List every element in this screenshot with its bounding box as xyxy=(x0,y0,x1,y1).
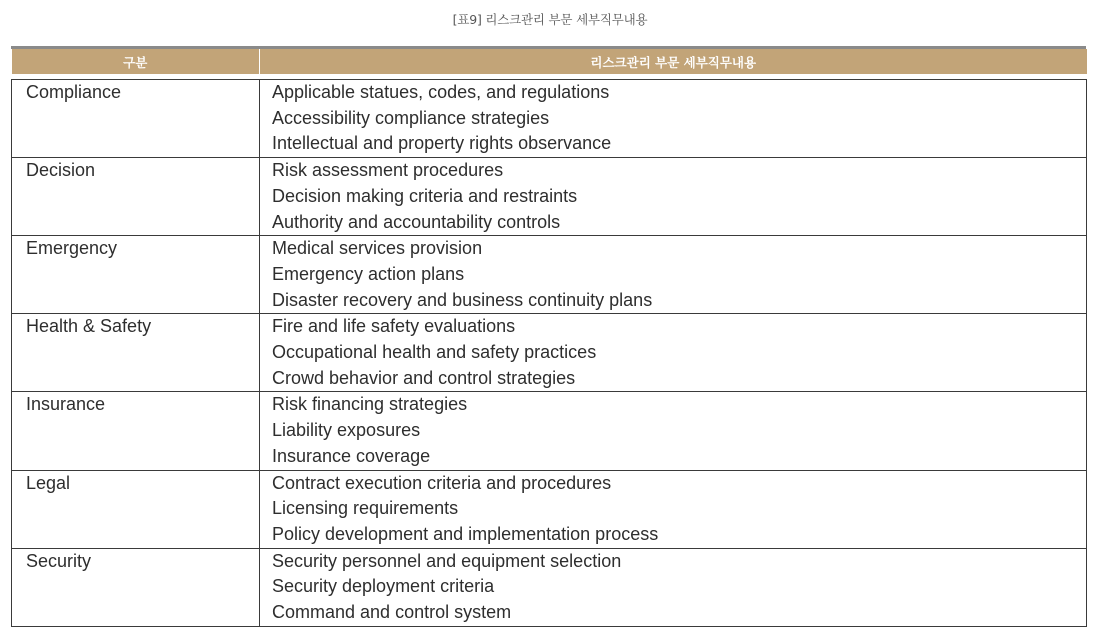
category-cell: Legal xyxy=(12,470,260,548)
table-row xyxy=(12,80,1087,158)
detail-item: Insurance coverage xyxy=(272,445,431,466)
category-cell: Insurance xyxy=(12,392,260,470)
details-cell xyxy=(260,392,1087,470)
detail-item: Intellectual and property rights observance xyxy=(272,133,612,154)
table-row xyxy=(12,470,1087,548)
detail-item: Accessibility compliance strategies xyxy=(272,107,550,128)
details-cell xyxy=(260,80,1087,158)
detail-item: Command and control system xyxy=(272,602,512,623)
detail-item: Applicable statues, codes, and regulations xyxy=(272,82,610,102)
detail-item: Disaster recovery and business continuity plans xyxy=(272,289,653,310)
detail-item: Licensing requirements xyxy=(272,498,459,519)
table-header-row xyxy=(12,49,1087,74)
risk-management-table-container xyxy=(11,46,1086,627)
category-cell: Security xyxy=(12,548,260,626)
table-row xyxy=(12,392,1087,470)
details-cell xyxy=(260,314,1087,392)
category-cell: Decision xyxy=(12,158,260,236)
detail-item: Emergency action plans xyxy=(272,263,465,284)
detail-item: Occupational health and safety practices xyxy=(272,342,597,363)
table-caption: [표9] 리스크관리 부문 세부직무내용 xyxy=(452,12,648,27)
detail-item: Medical services provision xyxy=(272,238,483,259)
detail-item: Contract execution criteria and procedures xyxy=(272,472,612,493)
detail-item: Policy development and implementation process xyxy=(272,523,659,544)
detail-item: Risk assessment procedures xyxy=(272,160,504,181)
table-row xyxy=(12,158,1087,236)
detail-item: Liability exposures xyxy=(272,420,421,441)
detail-item: Fire and life safety evaluations xyxy=(272,316,516,337)
category-cell: Health & Safety xyxy=(12,314,260,392)
details-cell xyxy=(260,548,1087,626)
table-body xyxy=(12,74,1087,626)
risk-management-table xyxy=(11,49,1087,627)
details-cell xyxy=(260,236,1087,314)
detail-item: Decision making criteria and restraints xyxy=(272,185,578,206)
category-cell: Emergency xyxy=(12,236,260,314)
detail-item: Security personnel and equipment selection xyxy=(272,550,622,571)
header-details: 리스크관리 부문 세부직무내용 xyxy=(260,49,1087,74)
details-cell xyxy=(260,158,1087,236)
detail-item: Security deployment criteria xyxy=(272,576,495,597)
table-row xyxy=(12,548,1087,626)
detail-item: Risk financing strategies xyxy=(272,394,468,415)
table-row xyxy=(12,314,1087,392)
category-cell: Compliance xyxy=(12,80,260,158)
detail-item: Authority and accountability controls xyxy=(272,211,561,232)
detail-item: Crowd behavior and control strategies xyxy=(272,367,576,388)
header-category: 구분 xyxy=(12,49,260,74)
details-cell xyxy=(260,470,1087,548)
table-row xyxy=(12,236,1087,314)
